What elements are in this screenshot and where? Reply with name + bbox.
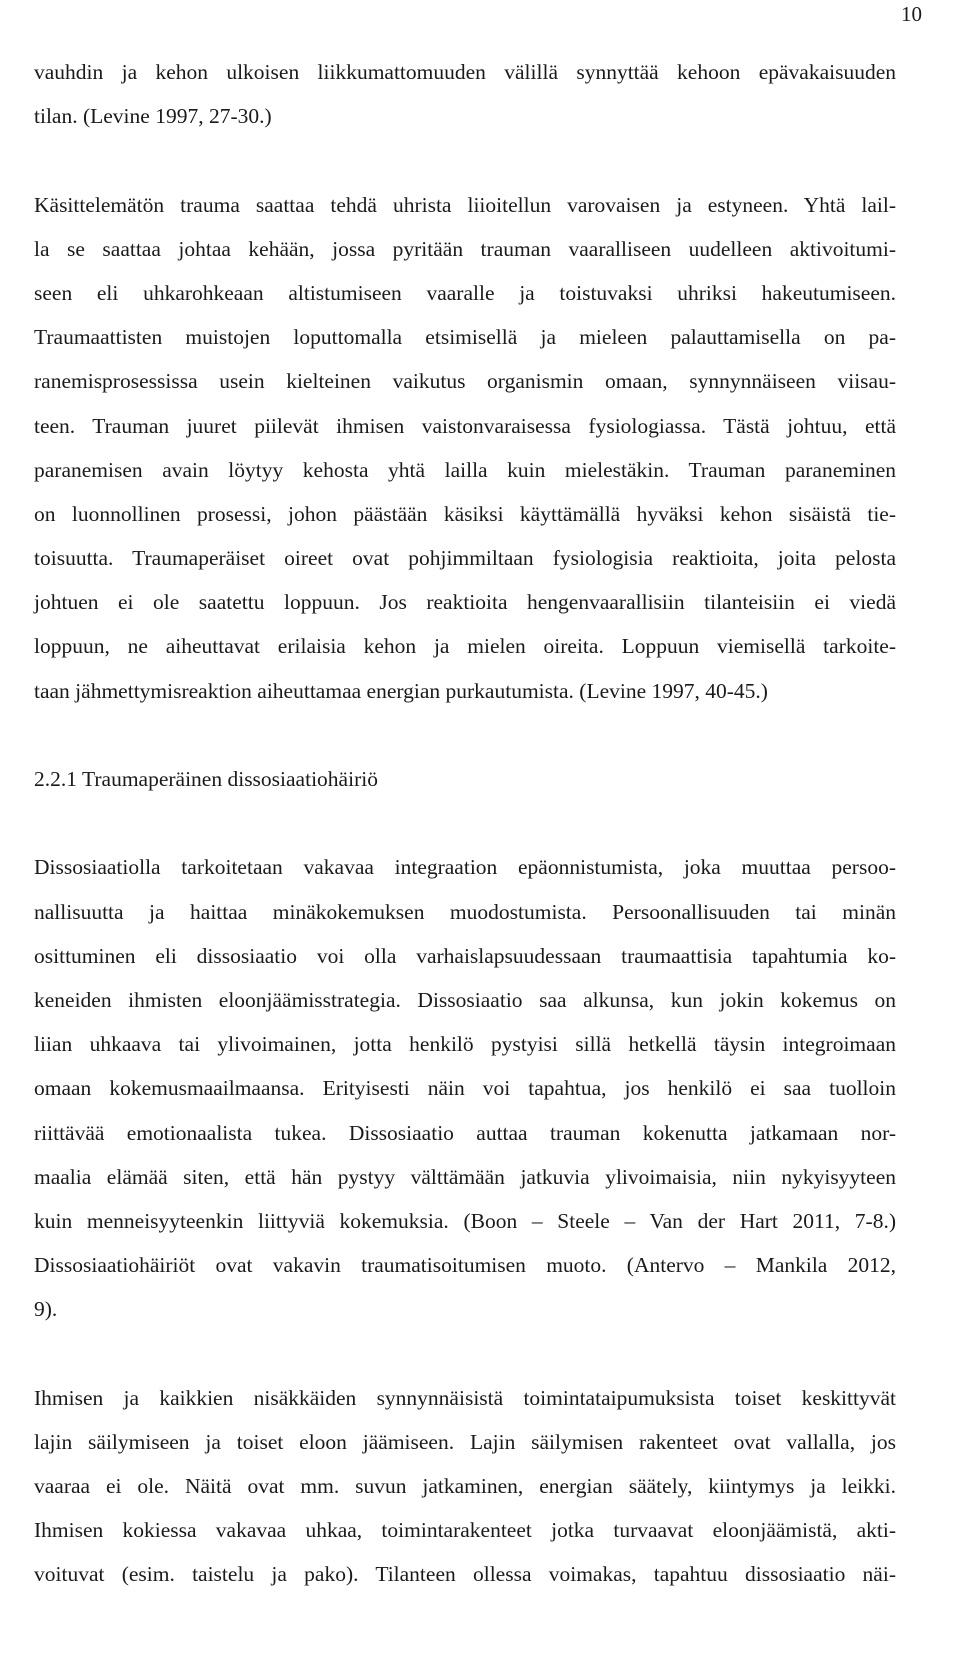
paragraph-3 bbox=[34, 845, 896, 1331]
text-line: Dissosiaatiolla tarkoitetaan vakavaa integraation epäonnistumista, joka muuttaa persoo- bbox=[34, 855, 896, 880]
paragraph-2 bbox=[34, 183, 896, 713]
section-heading bbox=[34, 757, 896, 801]
text-line: loppuun, ne aiheuttavat erilaisia kehon ja mielen oireita. Loppuun viemisellä tarkoite- bbox=[34, 634, 896, 659]
text-line: teen. Trauman juuret piilevät ihmisen vaistonvaraisessa fysiologiassa. Tästä johtuu, että bbox=[34, 413, 896, 438]
text-line: seen eli uhkarohkeaan altistumiseen vaaralle ja toistuvaksi uhriksi hakeutumiseen. bbox=[34, 280, 896, 305]
text-line: omaan kokemusmaailmaansa. Erityisesti näin voi tapahtua, jos henkilö ei saa tuolloin bbox=[34, 1076, 896, 1101]
page-number: 10 bbox=[901, 2, 922, 26]
text-line: on luonnollinen prosessi, johon päästään käsiksi käyttämällä hyväksi kehon sisäistä tie- bbox=[34, 501, 896, 526]
text-line: kuin menneisyyteenkin liittyviä kokemuksia. (Boon – Steele – Van der Hart 2011, 7-8.) bbox=[34, 1208, 896, 1233]
text-line: Ihmisen kokiessa vakavaa uhkaa, toimintarakenteet jotka turvaavat eloonjäämistä, akti- bbox=[34, 1518, 896, 1543]
text-line: paranemisen avain löytyy kehosta yhtä lailla kuin mielestäkin. Trauman paraneminen bbox=[34, 457, 896, 482]
text-line: ranemisprosessissa usein kielteinen vaikutus organismin omaan, synnynnäiseen viisau- bbox=[34, 369, 896, 394]
text-line: nallisuutta ja haittaa minäkokemuksen muodostumista. Persoonallisuuden tai minän bbox=[34, 899, 896, 924]
text-line: osittuminen eli dissosiaatio voi olla varhaislapsuudessaan traumaattisia tapahtumia ko- bbox=[34, 943, 896, 968]
text-line: vauhdin ja kehon ulkoisen liikkumattomuuden välillä synnyttää kehoon epävakaisuuden bbox=[34, 60, 896, 84]
paragraph-1 bbox=[34, 50, 896, 138]
text-line: vaaraa ei ole. Näitä ovat mm. suvun jatkaminen, energian säätely, kiintymys ja leikki. bbox=[34, 1474, 896, 1498]
text-line: Traumaattisten muistojen loputtomalla etsimisellä ja mieleen palauttamisella on pa- bbox=[34, 325, 896, 350]
section-heading-text: 2.2.1 Traumaperäinen dissosiaatiohäiriö bbox=[34, 767, 378, 791]
text-line: riittävää emotionaalista tukea. Dissosiaatio auttaa trauman kokenutta jatkamaan nor- bbox=[34, 1120, 896, 1145]
text-line: voituvat (esim. taistelu ja pako). Tilanteen ollessa voimakas, tapahtuu dissosiaatio näi- bbox=[34, 1562, 896, 1587]
text-line: keneiden ihmisten eloonjäämisstrategia. Dissosiaatio saa alkunsa, kun jokin kokemus on bbox=[34, 987, 896, 1012]
text-line: lajin säilymiseen ja toiset eloon jäämiseen. Lajin säilymisen rakenteet ovat vallalla, jos bbox=[34, 1429, 896, 1454]
text-line: Ihmisen ja kaikkien nisäkkäiden synnynnäisistä toimintataipumuksista toiset keskittyvät bbox=[34, 1385, 896, 1410]
text-line: maalia elämää siten, että hän pystyy välttämään jatkuvia ylivoimaisia, niin nykyisyyteen bbox=[34, 1164, 896, 1189]
text-line: 9). bbox=[34, 1297, 58, 1322]
document-body bbox=[34, 50, 896, 1597]
text-line: tilan. (Levine 1997, 27-30.) bbox=[34, 104, 272, 129]
text-line: la se saattaa johtaa kehään, jossa pyritään trauman vaaralliseen uudelleen aktivoitumi- bbox=[34, 236, 896, 261]
text-line: liian uhkaava tai ylivoimainen, jotta henkilö pystyisi sillä hetkellä täysin integroimaan bbox=[34, 1032, 896, 1057]
text-line: Käsittelemätön trauma saattaa tehdä uhrista liioitellun varovaisen ja estyneen. Yhtä lail- bbox=[34, 192, 896, 217]
paragraph-4 bbox=[34, 1376, 896, 1597]
text-line: toisuutta. Traumaperäiset oireet ovat pohjimmiltaan fysiologisia reaktioita, joita pelosta bbox=[34, 546, 896, 571]
text-line: johtuen ei ole saatettu loppuun. Jos reaktioita hengenvaarallisiin tilanteisiin ei viedä bbox=[34, 590, 896, 615]
text-line: Dissosiaatiohäiriöt ovat vakavin traumatisoitumisen muoto. (Antervo – Mankila 2012, bbox=[34, 1253, 896, 1278]
text-line: taan jähmettymisreaktion aiheuttamaa energian purkautumista. (Levine 1997, 40-45.) bbox=[34, 678, 768, 703]
